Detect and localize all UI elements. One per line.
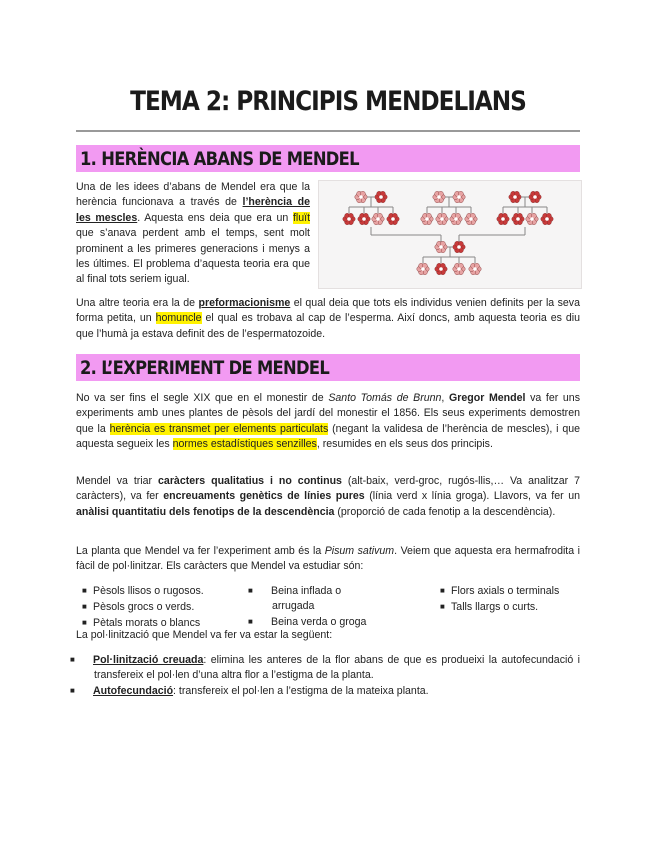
list-item-text: Talls llargs o curts. — [451, 601, 539, 614]
section-2-paragraph-2 — [76, 474, 580, 520]
list-item — [440, 599, 580, 615]
bullet-icon: ■ — [70, 655, 75, 664]
italic-species: Pisum sativum — [324, 545, 395, 557]
section-1-heading — [76, 145, 580, 172]
italic-place: Santo Tomás de Brunn — [328, 392, 442, 404]
flower-icon — [417, 263, 429, 274]
list-item-text: : elimina les anteres de la flor abans de que es produeixi la autofecundació i transfereix el pol·len d’una altra flor a l’estigma de la planta. — [94, 654, 580, 682]
characters-column-1 — [82, 583, 252, 632]
bullet-icon: ■ — [248, 617, 253, 627]
highlighted-term: fluït — [292, 211, 311, 224]
bullet-icon: ■ — [82, 602, 87, 612]
flower-icon — [453, 241, 465, 252]
pollination-list — [70, 652, 580, 700]
text-run: La planta que Mendel va fer l’experiment amb és la — [76, 545, 325, 557]
list-item-text: : transfereix el pol·len a l’estigma de la mateixa planta. — [173, 685, 429, 698]
text-run: que s’anava perdent amb el temps, sent molt prominent a les primeres generacions i menys a les últimes. El problema d’aquesta teoria era que al final tots seriem igual. — [76, 227, 310, 286]
bold-term: caràcters qualitatius i no continus — [158, 475, 342, 487]
list-item — [248, 583, 380, 614]
list-item-text: Pèsols grocs o verds. — [93, 601, 195, 614]
flower-icon — [465, 213, 477, 224]
text-run: . Aquesta ens deia que era un — [137, 211, 293, 224]
list-item-text: Flors axials o terminals — [451, 585, 560, 597]
text-run: (línia verd x línia groga). Llavors, va fer un — [364, 490, 580, 503]
flower-icon — [526, 213, 538, 224]
text-run: va fer uns experiments amb unes plantes de pèsols del jardí del monestir el 1856. Els seus experiments demostren que la — [76, 392, 580, 435]
flower-icon — [436, 213, 448, 224]
flower-icon — [421, 213, 433, 224]
bullet-icon: ■ — [248, 586, 253, 595]
section-2-paragraph-4: La pol·linització que Mendel va fer va estar la següent: — [76, 629, 333, 641]
characters-column-2 — [248, 583, 380, 631]
bullet-icon: ■ — [82, 618, 87, 628]
flower-icon — [453, 191, 465, 202]
section-2-paragraph-3 — [76, 544, 580, 575]
flower-icon — [469, 263, 481, 274]
list-item-text: Pèsols llisos o rugosos. — [93, 585, 204, 597]
section-1-paragraph-1 — [76, 180, 310, 288]
text-run: , resumides en els seus dos principis. — [316, 438, 493, 451]
underlined-term: l’herència de les mescles — [76, 196, 310, 224]
flower-icon — [387, 213, 399, 224]
title-divider — [76, 130, 580, 132]
bullet-icon: ■ — [70, 686, 75, 696]
list-item-text: Beina verda o groga — [271, 616, 367, 629]
text-run: (negant la validesa de l’herència de mescles), i que aquesta segueix les — [76, 422, 581, 451]
flower-icon — [541, 213, 553, 224]
underlined-term: Pol·linització creuada — [93, 654, 204, 666]
flower-icon — [358, 213, 370, 224]
bullet-icon: ■ — [440, 602, 445, 612]
list-item — [70, 683, 580, 699]
flower-icon — [372, 213, 384, 224]
list-item — [70, 652, 580, 683]
text-run: Una altre teoria era la de — [76, 297, 199, 309]
pedigree-figure — [318, 180, 582, 289]
underlined-term: Autofecundació — [93, 685, 174, 698]
flower-icon — [509, 191, 521, 202]
flower-icon — [453, 263, 465, 274]
text-run: el qual es trobava al cap de l’esperma. Així doncs, amb aquesta teoria es diu que l’humà ja estava definit des de l’espermatozoide. — [76, 312, 580, 340]
highlighted-term: herència es transmet per elements particulats — [109, 422, 329, 435]
flower-icon — [343, 213, 355, 224]
bold-name: Gregor Mendel — [449, 392, 526, 404]
bullet-icon: ■ — [440, 586, 445, 595]
flower-icon — [512, 213, 524, 224]
text-run: , — [441, 392, 449, 404]
pedigree-diagram — [319, 181, 581, 288]
text-run: Una de les idees d’abans de Mendel era que la herència funcionava a través de — [76, 181, 310, 209]
text-run: No va ser fins el segle XIX que en el monestir de — [76, 392, 329, 404]
flower-icon — [355, 191, 367, 202]
flower-icon — [435, 263, 447, 274]
text-run: Mendel va triar — [76, 475, 159, 487]
bold-term: anàlisi quantitatiu dels fenotips de la descendència — [76, 505, 335, 518]
text-run: (alt-baix, verd-groc, rugós-llis,… Va analitzar 7 caràcters), va fer — [76, 475, 580, 503]
section-1-paragraph-2 — [76, 296, 580, 342]
text-run: . Veiem que aquesta era hermafrodita i fàcil de pol·linitzar. Els caràcters que Mendel va estudiar són: — [76, 545, 580, 573]
flower-icon — [450, 213, 462, 224]
text-run: (proporció de cada fenotip a la descendència). — [334, 505, 556, 518]
bullet-icon: ■ — [82, 586, 87, 595]
text-run: el qual deia que tots els individus venien definits per la seva forma petita, un — [76, 297, 580, 325]
list-item — [82, 599, 252, 615]
list-item — [440, 583, 580, 599]
flower-icon — [375, 191, 387, 202]
flower-icon — [529, 191, 541, 202]
list-item-text: Pètals morats o blancs — [93, 617, 201, 630]
section-2-heading-text: 2. L’EXPERIMENT DE MENDEL — [80, 357, 330, 379]
highlighted-term: normes estadístiques senzilles — [172, 438, 317, 451]
flower-icon — [433, 191, 445, 202]
bold-term: encreuaments genètics de línies pures — [163, 490, 365, 503]
list-item-text: Beina inflada o arrugada — [271, 585, 342, 613]
flower-icon — [497, 213, 509, 224]
section-1-heading-text: 1. HERÈNCIA ABANS DE MENDEL — [80, 148, 359, 170]
underlined-term: preformacionisme — [198, 297, 291, 309]
section-2-paragraph-1 — [76, 391, 580, 453]
characters-column-3 — [440, 583, 580, 615]
list-item — [82, 583, 252, 599]
flower-icon — [435, 241, 447, 252]
highlighted-term: homuncle — [155, 312, 202, 325]
page-title: TEMA 2: PRINCIPIS MENDELIANS — [130, 86, 526, 117]
section-2-heading — [76, 354, 580, 381]
